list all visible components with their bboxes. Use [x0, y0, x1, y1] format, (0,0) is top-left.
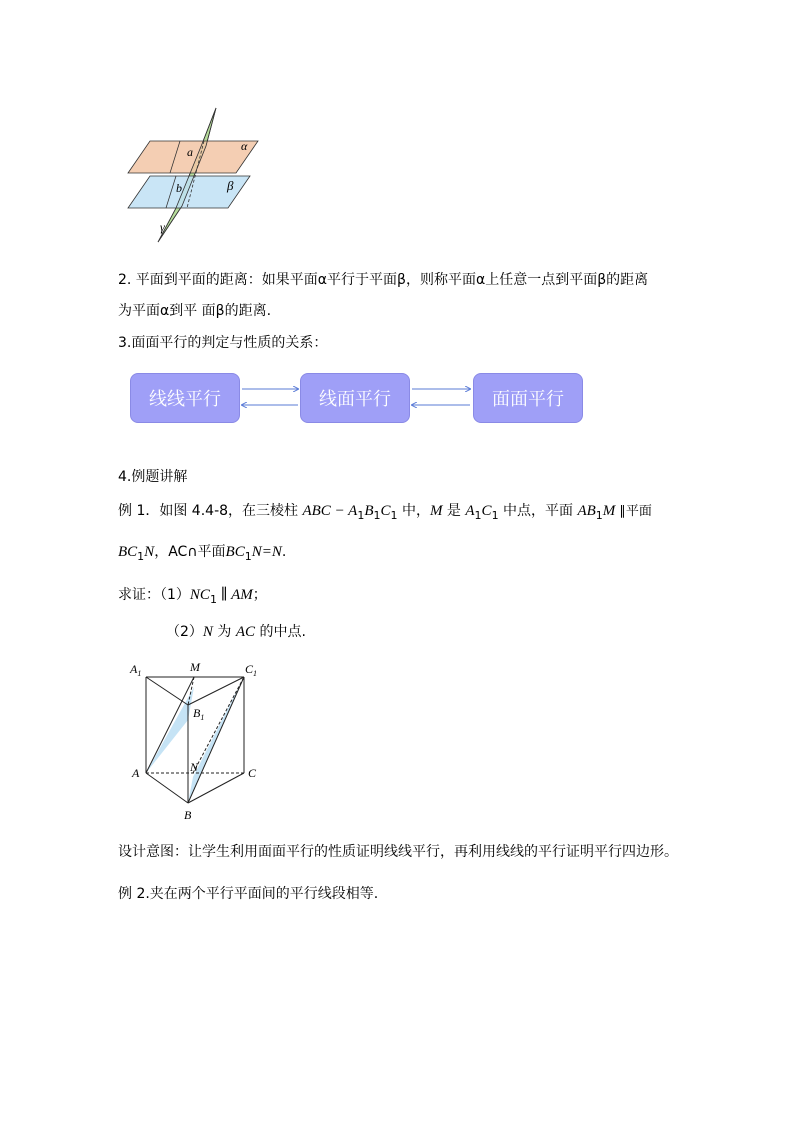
label-B1: $B_1$	[193, 706, 205, 722]
label-B: B	[184, 808, 192, 822]
section4-title: 4.例题讲解	[118, 469, 188, 485]
para2-line1: 2. 平面到平面的距离：如果平面α平行于平面β，则称平面α上任意一点到平面β的距离	[118, 272, 649, 288]
plane-gamma	[158, 108, 216, 242]
shaded-face-ab1m	[146, 687, 194, 773]
label-A: A	[132, 766, 140, 780]
label-A1: $A_1$	[130, 662, 142, 678]
flow-box-line-plane: 线面平行	[300, 373, 410, 423]
flow-box-line-line: 线线平行	[130, 373, 240, 423]
label-gamma: γ	[160, 220, 165, 234]
flow-box-plane-plane: 面面平行	[473, 373, 583, 423]
label-M: M	[190, 660, 200, 674]
para2-line2: 为平面α到平 面β的距离.	[118, 303, 272, 319]
label-b: b	[176, 181, 182, 195]
example1-line1: 例 1．如图 4.4-8，在三棱柱 ABC − $A_1B_1C_1$ 中，M 是 $A_1C_1$ 中点，平面 $AB_1M$ ∥平面	[118, 503, 652, 522]
proof-item-2: （2）N 为 AC 的中点.	[166, 624, 306, 640]
label-a: a	[187, 145, 193, 159]
label-alpha: α	[241, 139, 248, 153]
label-beta: β	[227, 178, 234, 193]
para3: 3.面面平行的判定与性质的关系：	[118, 335, 328, 351]
label-C1: $C_1$	[245, 662, 258, 678]
example1-line2: $BC_1N$，AC∩平面$BC_1N=N$.	[118, 544, 287, 563]
prism-figure	[118, 655, 268, 825]
flow-arrows	[238, 380, 478, 416]
proof-item-1: 求证：$(1)NC_1$ ∥ AM；	[118, 587, 267, 606]
plane-alpha	[128, 141, 258, 173]
label-N: N	[190, 760, 199, 774]
label-C: C	[248, 766, 257, 780]
planes-figure	[118, 104, 268, 244]
design-intent: 设计意图：让学生利用面面平行的性质证明线线平行，再利用线线的平行证明平行四边形。	[118, 844, 678, 860]
example2: 例 2.夹在两个平行平面间的平行线段相等.	[118, 886, 379, 902]
